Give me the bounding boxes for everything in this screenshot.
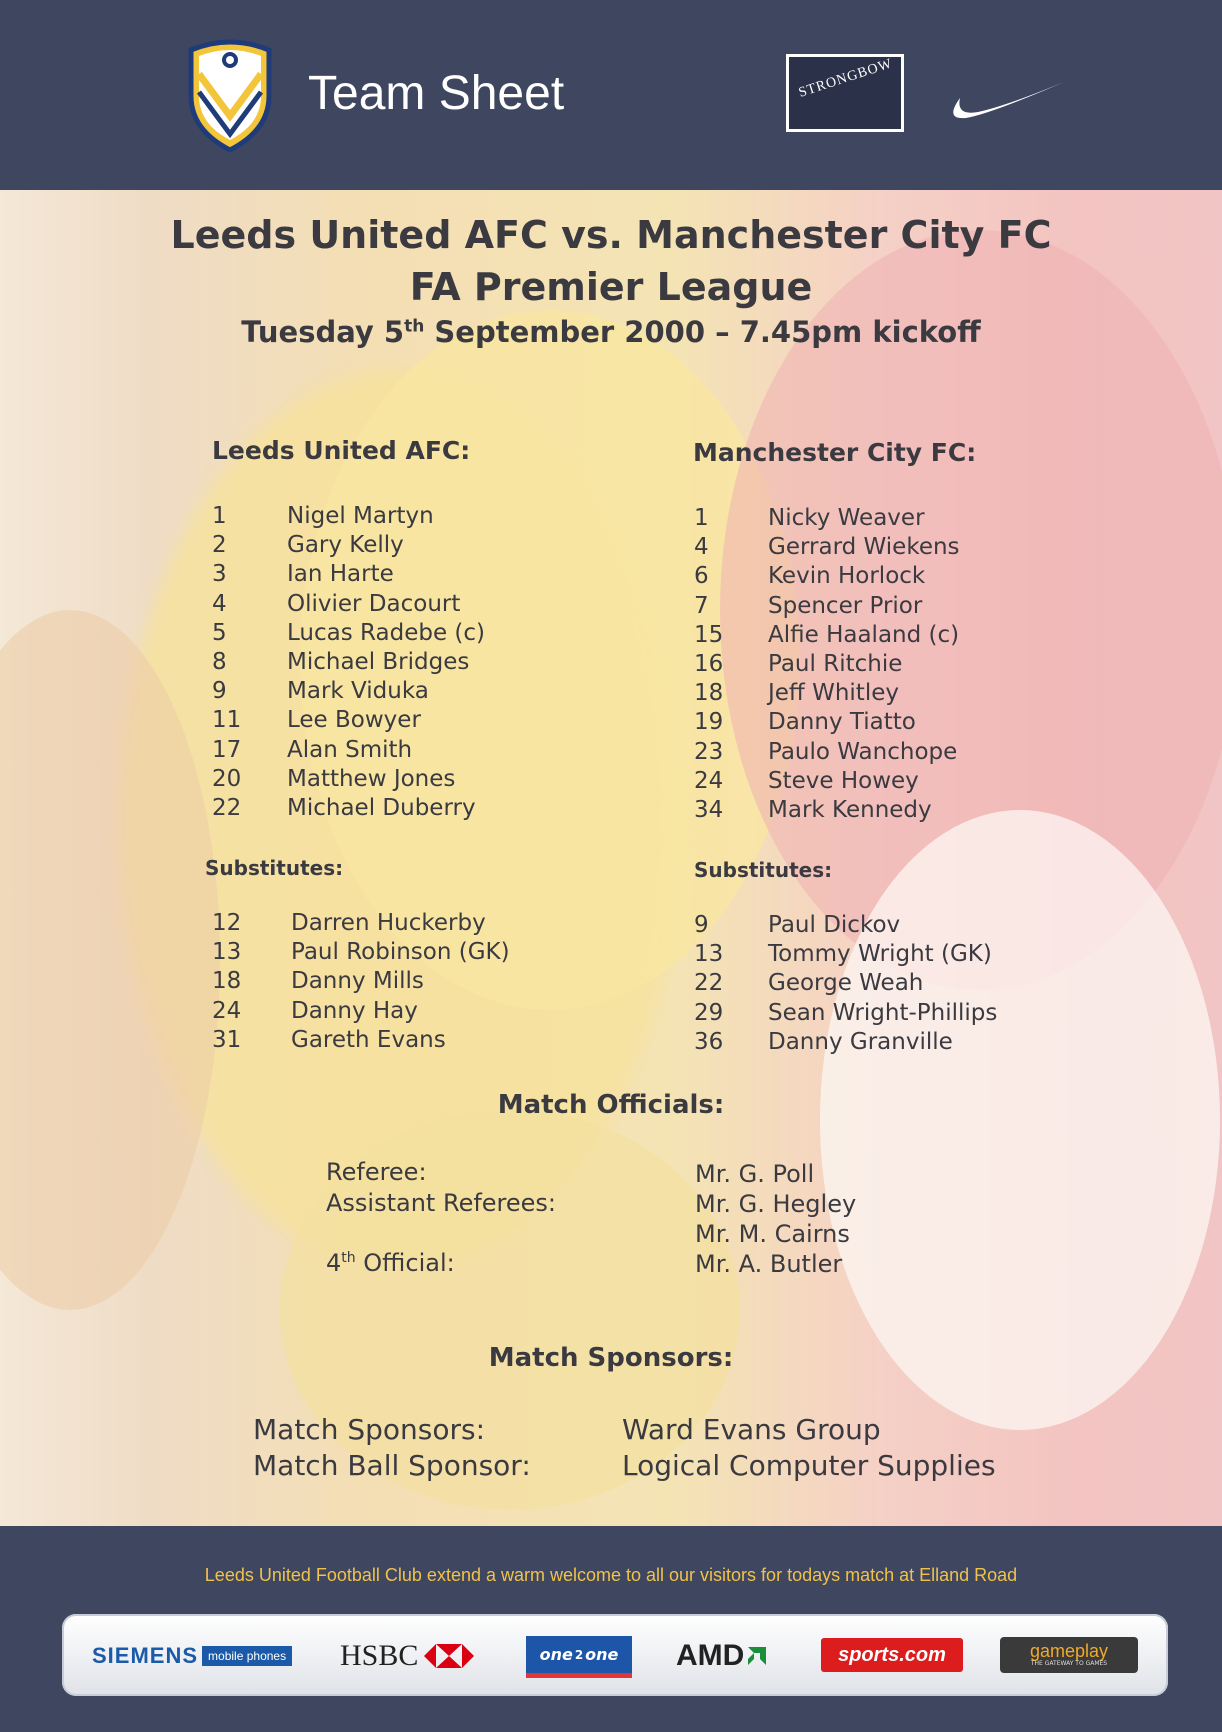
match-sponsor-name: Ward Evans Group [622,1413,881,1446]
shirt-number: 18 [694,680,724,707]
player-name: Danny Granville [768,1028,953,1055]
gameplay-logo [1000,1637,1138,1673]
player-name: Paul Dickov [768,912,901,938]
player-name: Lee Bowyer [287,707,421,734]
player-name: Paulo Wanchope [768,738,958,765]
shirt-number: 29 [694,999,724,1026]
player-name: Nigel Martyn [287,503,434,529]
hsbc-hexagon-icon [424,1641,474,1671]
page-title: Team Sheet [308,67,565,120]
shirt-number: 15 [694,621,724,648]
one2one-text-c: one [585,1645,619,1664]
player-name: Danny Mills [291,968,424,995]
player-name: Sean Wright-Phillips [768,999,998,1026]
shirt-number: 23 [694,738,724,765]
shirt-number: 13 [212,939,242,966]
shirt-number: 17 [212,736,242,763]
player-name: Ian Harte [287,561,394,588]
shirt-number: 13 [694,941,724,968]
shirt-number: 20 [212,765,242,792]
shirt-number: 6 [694,563,709,590]
amd-logo-text: AMD [676,1639,745,1672]
fourth-official-name: Mr. A. Butler [695,1250,843,1278]
nike-swoosh-icon [946,76,1066,122]
shirt-number: 31 [212,1026,242,1053]
shirt-number: 22 [212,795,242,821]
player-name: Alan Smith [287,736,413,763]
amd-logo [676,1636,768,1676]
match-ball-sponsor-name: Logical Computer Supplies [622,1449,996,1482]
shirt-number: 24 [212,997,242,1024]
player-name: Michael Duberry [287,795,476,821]
shirt-number: 4 [694,534,709,561]
gameplay-tagline: THE GATEWAY TO GAMES [1030,1660,1108,1667]
player-name: Olivier Dacourt [287,590,461,617]
shirt-number: 18 [212,968,242,995]
hsbc-logo-text: HSBC [340,1639,419,1672]
shirt-number: 34 [694,797,724,823]
player-name: Nicky Weaver [768,505,925,531]
one2one-logo [526,1636,632,1678]
shirt-number: 9 [212,678,227,705]
player-name: George Weah [768,970,924,997]
gameplay-text: gameplay [1029,1641,1109,1661]
one2one-text-a: one [539,1645,573,1664]
amd-arrow-icon [746,1645,768,1667]
officials-title: Match Officials: [497,1090,725,1120]
player-name: Tommy Wright (GK) [768,941,992,968]
player-name: Danny Hay [291,997,418,1024]
shirt-number: 24 [694,767,724,794]
shirt-number: 36 [694,1028,724,1055]
competition-name: FA Premier League [409,265,813,309]
shirt-number: 1 [694,505,709,531]
strongbow-logo-text: STRONGBOW [796,56,895,101]
shirt-number: 7 [694,592,709,619]
welcome-message: Leeds United Football Club extend a warm welcome to all our visitors for todays match at Elland Road [204,1565,1018,1585]
siemens-logo-text: SIEMENS [92,1643,199,1668]
player-name: Steve Howey [768,767,919,794]
one2one-text-b: 2 [574,1647,584,1662]
referee-name: Mr. G. Poll [695,1160,815,1188]
siemens-logo-tag: mobile phones [202,1646,292,1666]
match-sponsor-label: Match Sponsors: [253,1413,486,1446]
player-name: Mark Kennedy [768,797,932,823]
player-name: Jeff Whitley [768,680,899,707]
player-name: Paul Ritchie [768,651,903,677]
background-photo [0,190,1222,1526]
shirt-number: 12 [212,910,242,936]
away-subs-title: Substitutes: [694,858,833,882]
shirt-number: 19 [694,709,724,736]
match-ball-sponsor-label: Match Ball Sponsor: [253,1449,531,1482]
hsbc-logo [340,1636,474,1676]
assistant-referees-label: Assistant Referees: [326,1189,557,1217]
player-name: Spencer Prior [768,592,923,619]
player-name: Gerrard Wiekens [768,534,960,561]
fourth-official-label: 4th Official: [326,1249,455,1277]
assistant-referee-2: Mr. M. Cairns [695,1220,850,1248]
shirt-number: 16 [694,651,724,677]
match-date: Tuesday 5th September 2000 – 7.45pm kickoff [241,315,981,349]
sports-com-text: sports.com [838,1643,946,1666]
shirt-number: 8 [212,649,227,675]
strongbow-logo [786,54,904,132]
shirt-number: 4 [212,590,227,617]
referee-label: Referee: [326,1158,427,1186]
player-name: Gareth Evans [291,1026,446,1053]
player-name: Michael Bridges [287,649,470,675]
player-name: Matthew Jones [287,765,456,792]
away-team-title: Manchester City FC: [693,438,977,467]
home-team-title: Leeds United AFC: [212,436,471,465]
player-name: Alfie Haaland (c) [768,621,960,648]
shirt-number: 11 [212,707,242,734]
sponsors-title: Match Sponsors: [488,1343,734,1373]
match-title: Leeds United AFC vs. Manchester City FC [170,213,1052,257]
sports-com-logo [821,1638,963,1672]
shirt-number: 1 [212,503,227,529]
player-name: Mark Viduka [287,678,429,705]
player-name: Lucas Radebe (c) [287,619,485,646]
leeds-united-crest-icon [183,38,277,152]
shirt-number: 2 [212,532,227,559]
shirt-number: 3 [212,561,227,588]
player-name: Paul Robinson (GK) [291,939,510,966]
shirt-number: 22 [694,970,724,997]
assistant-referee-1: Mr. G. Hegley [695,1190,857,1218]
player-name: Darren Huckerby [291,910,486,936]
player-name: Gary Kelly [287,532,404,559]
player-name: Kevin Horlock [768,563,926,590]
shirt-number: 5 [212,619,227,646]
shirt-number: 9 [694,912,709,938]
player-name: Danny Tiatto [768,709,916,736]
home-subs-title: Substitutes: [205,856,344,880]
siemens-logo [92,1636,292,1676]
